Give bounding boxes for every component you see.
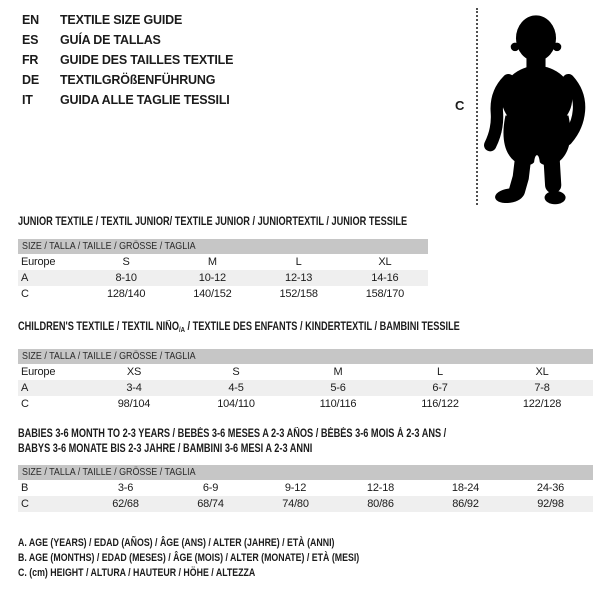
- junior-size-table: [18, 239, 428, 302]
- size-header-text: SIZE / TALLA / TAILLE / GRÖSSE / TAGLIA: [22, 350, 196, 362]
- size-header-bar: [18, 465, 593, 480]
- legend-line-b-text: B. AGE (MONTHS) / EDAD (MESES) / ÂGE (MOIS) / ALTER (MONATE) / ETÀ (MESI): [18, 552, 360, 565]
- babies-table-grid: [18, 480, 593, 512]
- junior-table-grid: [18, 254, 428, 302]
- legend-line-a: [18, 536, 445, 551]
- value-cell: M: [207, 256, 217, 268]
- size-header-text: SIZE / TALLA / TAILLE / GRÖSSE / TAGLIA: [22, 240, 196, 252]
- children-size-table: [18, 349, 593, 412]
- language-title: TEXTILE SIZE GUIDE: [60, 13, 183, 27]
- size-header-bar: [18, 349, 593, 364]
- value-cell: 7-8: [534, 382, 550, 394]
- babies-table-title: [18, 427, 553, 457]
- language-row: [22, 70, 233, 90]
- value-cell: M: [333, 366, 343, 378]
- row-label-cell: A: [21, 272, 29, 284]
- value-cell: 12-13: [285, 272, 313, 284]
- children-title-pre: CHILDREN'S TEXTILE / TEXTIL NIÑO: [18, 321, 179, 333]
- value-cell: 24-36: [536, 482, 565, 494]
- value-cell: 3-4: [126, 382, 142, 394]
- row-label-cell: A: [21, 382, 29, 394]
- babies-title-line1: BABIES 3-6 MONTH TO 2-3 YEARS / BEBÉS 3-6 MESES A 2-3 AÑOS / BÉBÉS 3-6 MOIS À 2-3 ANS /: [18, 428, 447, 440]
- junior-title-text: JUNIOR TEXTILE / TEXTIL JUNIOR/ TEXTILE JUNIOR / JUNIORTEXTIL / JUNIOR TESSILE: [18, 216, 408, 228]
- value-cell: XL: [378, 256, 392, 268]
- value-cell: L: [437, 366, 443, 378]
- children-title-post: / TEXTILE DES ENFANTS / KINDERTEXTIL / BAMBINI TESSILE: [184, 321, 460, 333]
- size-header-text: SIZE / TALLA / TAILLE / GRÖSSE / TAGLIA: [22, 466, 196, 478]
- value-cell: 6-9: [202, 482, 219, 494]
- row-label-cell: C: [21, 398, 29, 410]
- table-row: [18, 364, 593, 380]
- measure-legend: [18, 536, 445, 582]
- height-measure-figure: [445, 0, 600, 215]
- language-row: [22, 10, 233, 30]
- value-cell: XS: [126, 366, 142, 378]
- language-code: EN: [22, 13, 39, 27]
- value-cell: 152/158: [279, 288, 318, 300]
- language-row: [22, 30, 233, 50]
- table-row: [18, 496, 593, 512]
- legend-line-c-text: C. (cm) HEIGHT / ALTURA / HAUTEUR / HÖHE / ALTEZZA: [18, 567, 256, 580]
- children-title-subscript: /A: [178, 325, 185, 334]
- table-row: [18, 396, 593, 412]
- value-cell: 92/98: [537, 498, 564, 510]
- value-cell: 12-18: [366, 482, 395, 494]
- value-cell: 140/152: [193, 288, 232, 300]
- measure-c-label: C: [455, 98, 465, 113]
- value-cell: 18-24: [451, 482, 480, 494]
- value-cell: 9-12: [284, 482, 307, 494]
- value-cell: 128/140: [106, 288, 146, 300]
- value-cell: 80/86: [367, 498, 394, 510]
- value-cell: S: [232, 366, 240, 378]
- children-table-grid: [18, 364, 593, 412]
- row-label-cell: C: [21, 288, 29, 300]
- children-title-text: [18, 321, 460, 334]
- table-row: [18, 286, 428, 302]
- value-cell: S: [122, 256, 130, 268]
- value-cell: 158/170: [365, 288, 405, 300]
- value-cell: 5-6: [330, 382, 346, 394]
- value-cell: 122/128: [522, 398, 562, 410]
- value-cell: 62/68: [112, 498, 139, 510]
- value-cell: XL: [535, 366, 549, 378]
- language-row: [22, 50, 233, 70]
- table-row: [18, 380, 593, 396]
- language-title: TEXTILGRÖßENFÜHRUNG: [60, 73, 216, 87]
- size-header-bar: [18, 239, 428, 254]
- value-cell: 74/80: [282, 498, 309, 510]
- language-title: GUIDE DES TAILLES TEXTILE: [60, 53, 234, 67]
- value-cell: L: [295, 256, 302, 268]
- row-label-cell: C: [21, 498, 29, 510]
- legend-line-b: [18, 551, 445, 566]
- language-row: [22, 90, 233, 110]
- language-title: GUÍA DE TALLAS: [60, 33, 161, 47]
- language-code: FR: [22, 53, 39, 67]
- row-label-cell: Europe: [21, 256, 56, 268]
- value-cell: 104/110: [217, 398, 255, 410]
- value-cell: 4-5: [228, 382, 244, 394]
- value-cell: 14-16: [371, 272, 399, 284]
- value-cell: 116/122: [421, 398, 459, 410]
- language-code: ES: [22, 33, 39, 47]
- language-code: DE: [22, 73, 39, 87]
- babies-title-line2: BABYS 3-6 MONATE BIS 2-3 JAHRE / BAMBINI 3-6 MESI A 2-3 ANNI: [18, 443, 313, 455]
- value-cell: 98/104: [117, 398, 151, 410]
- language-title: GUIDA ALLE TAGLIE TESSILI: [60, 93, 230, 107]
- babies-size-table: [18, 465, 593, 512]
- children-table-title: [18, 321, 570, 334]
- value-cell: 86/92: [452, 498, 479, 510]
- value-cell: 68/74: [197, 498, 224, 510]
- value-cell: 6-7: [432, 382, 448, 394]
- row-label-cell: Europe: [21, 366, 56, 378]
- row-label-cell: B: [21, 482, 29, 494]
- table-row: [18, 254, 428, 270]
- value-cell: 110/116: [319, 398, 357, 410]
- legend-line-c: [18, 566, 445, 581]
- value-cell: 8-10: [115, 272, 137, 284]
- baby-silhouette-icon: [474, 5, 598, 207]
- legend-line-a-text: A. AGE (YEARS) / EDAD (AÑOS) / ÂGE (ANS) / ALTER (JAHRE) / ETÀ (ANNI): [18, 537, 335, 549]
- value-cell: 3-6: [117, 482, 134, 494]
- table-row: [18, 480, 593, 496]
- junior-table-title: [18, 216, 504, 228]
- language-code: IT: [22, 93, 33, 107]
- language-title-list: [22, 10, 233, 110]
- table-row: [18, 270, 428, 286]
- value-cell: 10-12: [198, 272, 226, 284]
